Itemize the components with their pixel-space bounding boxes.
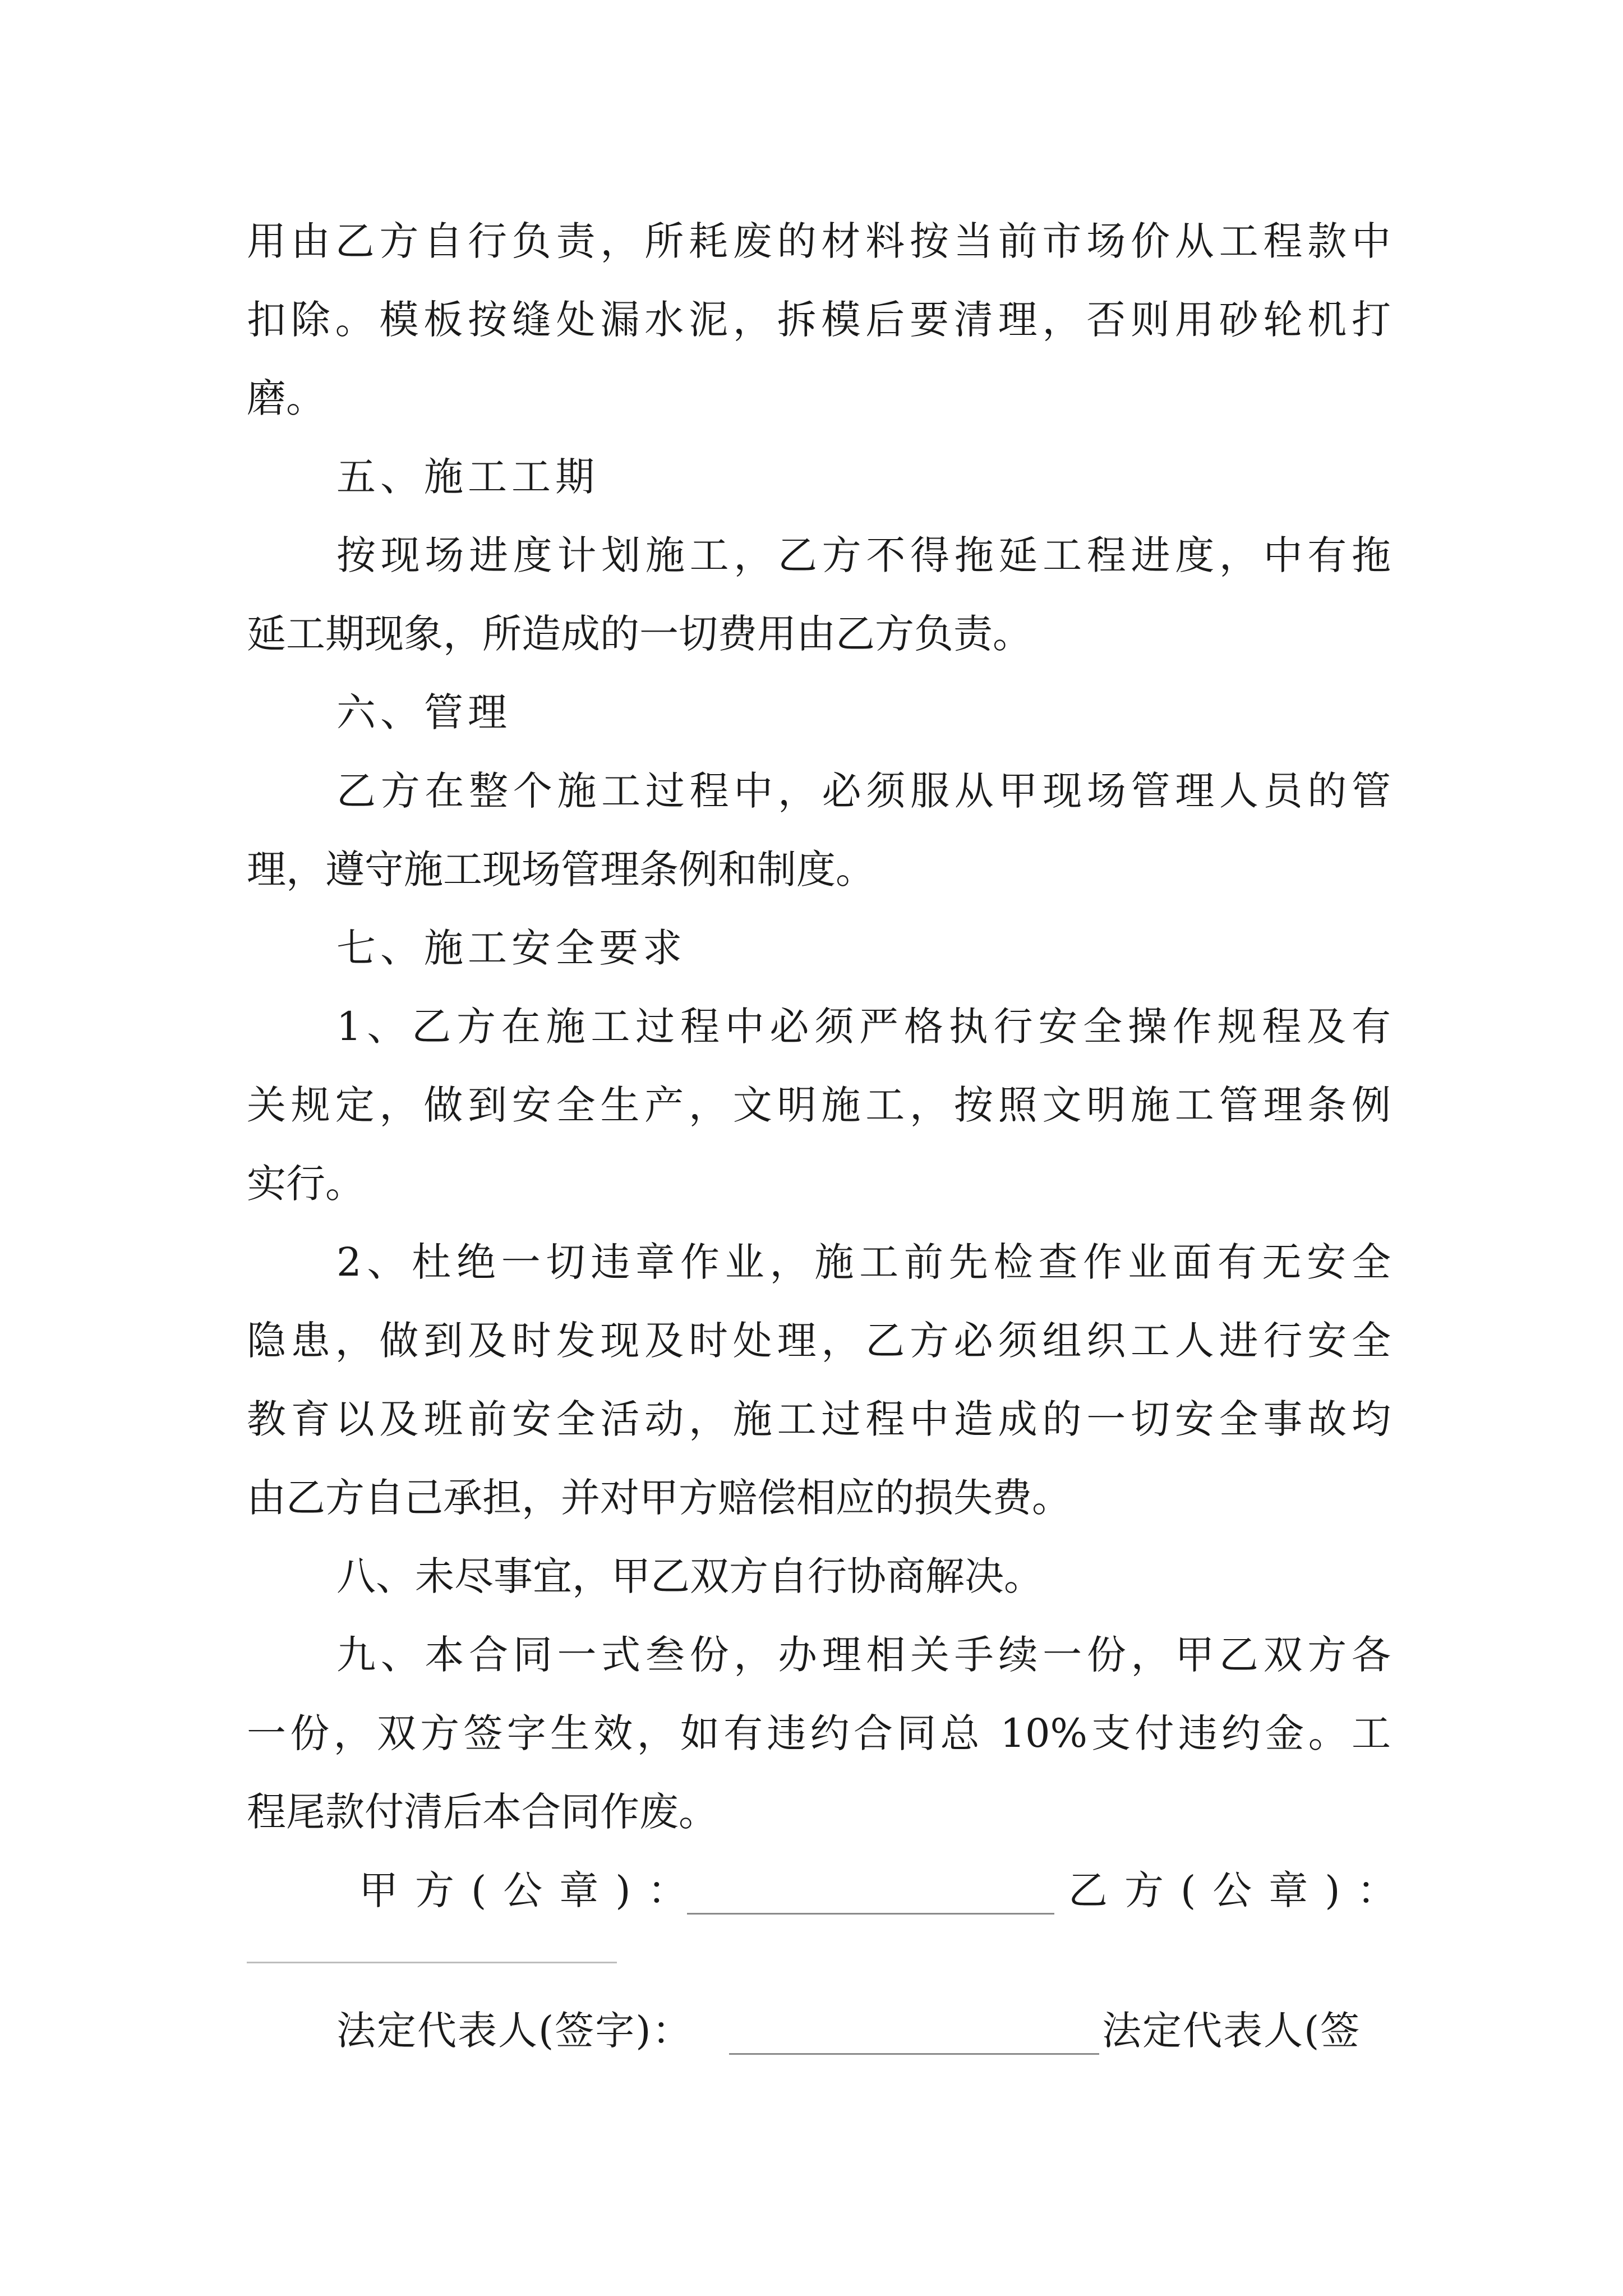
section-heading-management: 六、管理 [336,689,511,735]
party-a-rep-blank [729,2053,1099,2055]
paragraph-line: 延工期现象，所造成的一切费用由乙方负责。 [247,611,1032,657]
section-heading-safety: 七、施工安全要求 [336,925,686,971]
paragraph-line: 用由乙方自行负责，所耗废的材料按当前市场价从工程款中 [247,218,1391,264]
paragraph-line: 隐患，做到及时发现及时处理，乙方必须组织工人进行安全 [247,1318,1391,1364]
paragraph-line: 1、乙方在施工过程中必须严格执行安全操作规程及有 [336,1004,1391,1050]
paragraph-line: 扣除。模板按缝处漏水泥，拆模后要清理，否则用砂轮机打 [247,297,1391,343]
paragraph-line: 程尾款付清后本合同作废。 [247,1789,718,1835]
paragraph-line: 关规定，做到安全生产，文明施工，按照文明施工管理条例 [247,1082,1391,1128]
paragraph-line: 九、本合同一式叁份，办理相关手续一份，甲乙双方各 [336,1632,1391,1678]
paragraph-line: 理，遵守施工现场管理条例和制度。 [247,846,875,892]
paragraph-line: 磨。 [247,375,325,421]
paragraph-line: 2、杜绝一切违章作业，施工前先检查作业面有无安全 [336,1239,1391,1285]
party-a-rep-label: 法定代表人(签字)： [336,2008,693,2054]
footnote-divider [247,1962,617,1963]
paragraph-line: 八、未尽事宜，甲乙双方自行协商解决。 [336,1553,1043,1599]
paragraph-line: 实行。 [247,1161,365,1207]
party-a-seal-label: 甲方(公章)： [359,1867,704,1913]
party-a-seal-blank [687,1913,1054,1915]
party-b-rep-label: 法定代表人(签 [1102,2008,1361,2054]
paragraph-line: 一份，双方签字生效，如有违约合同总 10%支付违约金。工 [247,1710,1391,1756]
paragraph-line: 由乙方自己承担，并对甲方赔偿相应的损失费。 [247,1475,1071,1521]
paragraph-line: 乙方在整个施工过程中，必须服从甲现场管理人员的管 [336,768,1391,814]
paragraph-line: 按现场进度计划施工，乙方不得拖延工程进度，中有拖 [336,532,1391,578]
signature-row-seal [0,1851,1623,1930]
paragraph-line: 教育以及班前安全活动，施工过程中造成的一切安全事故均 [247,1396,1391,1442]
signature-row-representative [0,1991,1623,2070]
section-heading-schedule: 五、施工工期 [336,454,599,500]
party-b-seal-label: 乙方(公章)： [1068,1867,1413,1913]
